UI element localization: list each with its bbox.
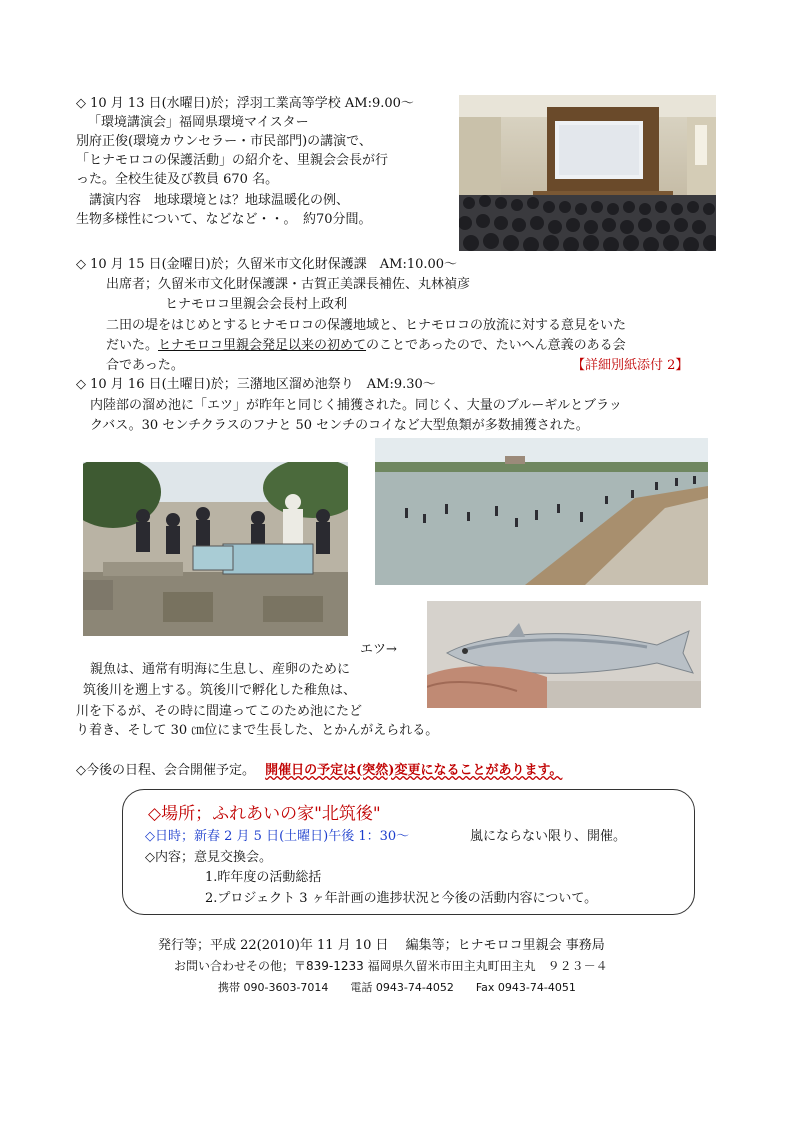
aquarium-crowd-photo (83, 462, 348, 636)
event1-header: ◇ 10 月 13 日(水曜日)於；浮羽工業高等学校 AM:9.00～ (76, 96, 414, 111)
event1-line: った。全校生徒及び教員 670 名。 (76, 172, 279, 187)
schedule-date-note: 嵐にならない限り、開催。 (470, 829, 627, 844)
event3-header: ◇ 10 月 16 日(土曜日)於；三潴地区溜め池祭り AM:9.30～ (76, 377, 436, 392)
footer-issue: 発行等；平成 22(2010)年 11 月 10 日 編集等；ヒナモロコ里親会 事務局 (158, 938, 605, 953)
fish-text: 筑後川を遡上する。筑後川で孵化した稚魚は、 (83, 683, 357, 698)
schedule-place: ◇場所；ふれあいの家"北筑後" (148, 804, 381, 824)
event2-body-text: だいた。 (106, 338, 159, 353)
event1-line: 生物多様性について、などなど・・。 約70分間。 (76, 212, 372, 227)
schedule-item: 1.昨年度の活動総括 (205, 870, 322, 885)
fish-label: エツ→ (360, 642, 397, 657)
event2-body: 二田の堤をはじめとするヒナモロコの保護地域と、ヒナモロコの放流に対する意見をいた (106, 318, 627, 333)
event2-header: ◇ 10 月 15 日(金曜日)於；久留米市文化財保護課 AM:10.00～ (76, 257, 458, 272)
event2-body-text: のことであったので、たいへん意義のある会 (366, 338, 626, 353)
schedule-item: 2.プロジェクト 3 ヶ年計画の進捗状況と今後の活動内容について。 (205, 891, 598, 906)
event2-body-underlined: ヒナモロコ里親会発足以来の初めて (158, 338, 367, 353)
lecture-hall-photo (459, 95, 716, 251)
event3-body: 内陸部の溜め池に「エツ」が昨年と同じく捕獲された。同じく、大量のブルーギルとブラッ (90, 398, 622, 413)
pond-photo (375, 438, 708, 585)
footer-phones: 携帯 090-3603-7014 電話 0943-74-4052 Fax 0943-74-4051 (218, 981, 576, 994)
schedule-date: ◇日時；新春 2 月 5 日(土曜日)午後 1：30～ (145, 829, 410, 844)
footer-contact: お問い合わせその他；〒839-1233 福岡県久留米市田主丸町田主丸 ９２３－４ (174, 959, 608, 973)
schedule-content: ◇内容；意見交換会。 (145, 850, 272, 865)
event1-line: 別府正俊(環境カウンセラー・市民部門)の講演で、 (76, 134, 372, 149)
event2-attendees: ヒナモロコ里親会会長村上政利 (165, 297, 348, 312)
event1-line: 「ヒナモロコの保護活動」の紹介を、里親会会長が行 (76, 153, 389, 168)
fish-text: 親魚は、通常有明海に生息し、産卵のために (90, 662, 351, 677)
event1-line: 「環境講演会」福岡県環境マイスター (88, 115, 309, 130)
schedule-warning: 開催日の予定は(突然)変更になることがあります。 (265, 763, 563, 778)
event2-body (106, 337, 626, 354)
fish-text: 川を下るが、その時に間違ってこのため池にたど (76, 704, 363, 719)
attachment-note: 【詳細別紙添付 2】 (572, 358, 689, 373)
schedule-intro-text: ◇今後の日程、会合開催予定。 (76, 763, 255, 778)
event3-body: クバス。30 センチクラスのフナと 50 センチのコイなど大型魚類が多数捕獲された。 (90, 418, 589, 433)
fish-photo (427, 601, 701, 708)
event2-attendees: 出席者；久留米市文化財保護課・古賀正美課長補佐、丸林禎彦 (106, 277, 471, 292)
schedule-intro (76, 762, 562, 779)
event1-line: 講演内容 地球環境とは？地球温暖化の例、 (76, 193, 350, 208)
fish-text: り着き、そして 30 ㎝位にまで生長した、とかんがえられる。 (76, 723, 439, 738)
event2-body: 合であった。 (106, 358, 184, 373)
